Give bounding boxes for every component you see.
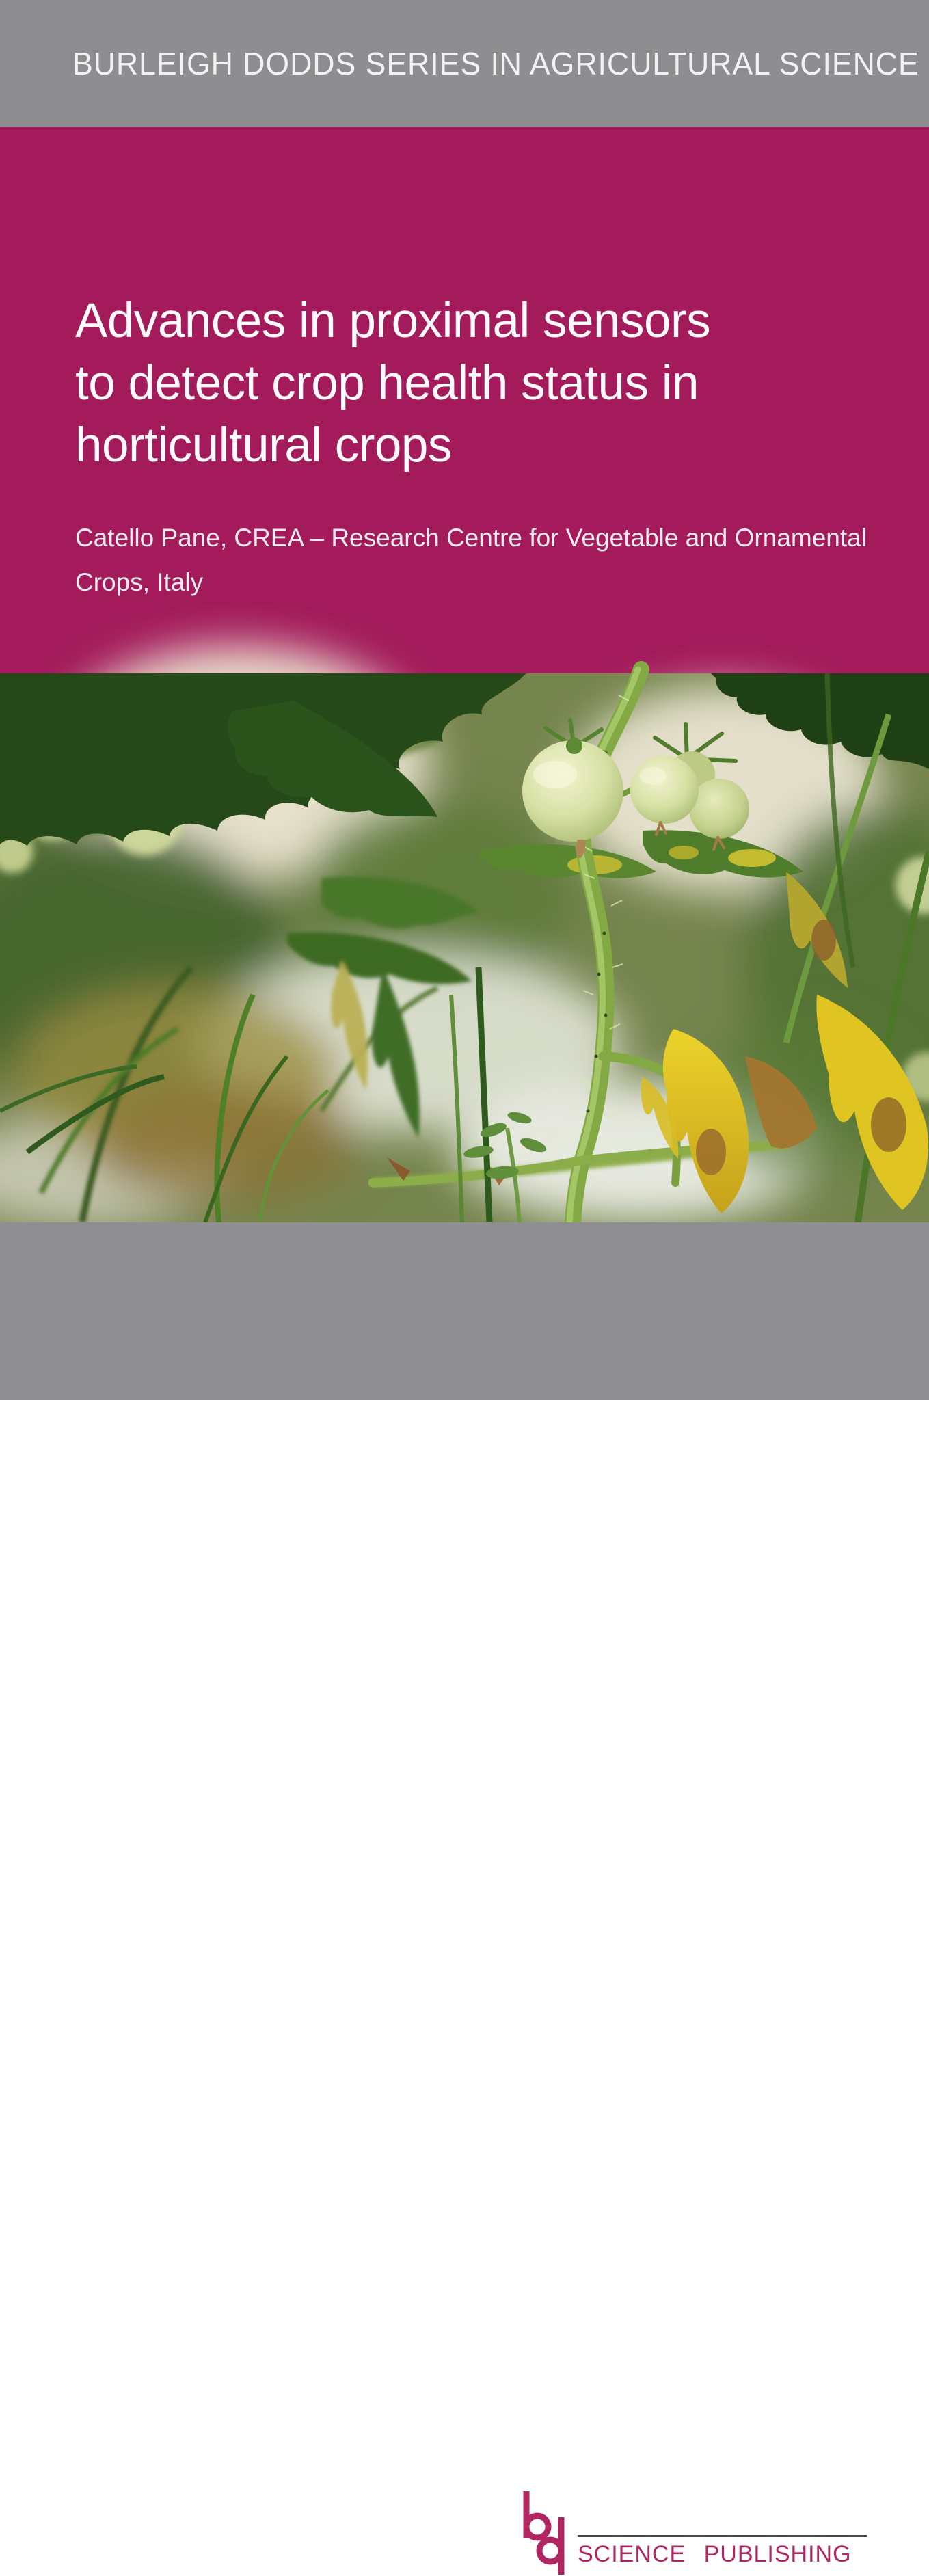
series-banner-text: BURLEIGH DODDS SERIES IN AGRICULTURAL SCIENCE (72, 46, 919, 81)
author-line: Catello Pane, CREA – Research Centre for Vegetable and Ornamental (75, 524, 867, 552)
publisher-logo (522, 2490, 867, 2576)
publisher-tagline: SCIENCE PUBLISHING (578, 2540, 852, 2567)
logo-divider (578, 2535, 867, 2537)
author-line: Crops, Italy (75, 568, 204, 596)
publisher-logo-text (578, 2491, 867, 2576)
tomato-plant-illustration (0, 673, 929, 1222)
series-banner (0, 0, 929, 127)
book-title-line: horticultural crops (75, 418, 452, 472)
book-title-line: to detect crop health status in (75, 356, 699, 410)
title-panel (0, 127, 929, 673)
author-affiliation (75, 515, 867, 604)
publisher-footer (0, 1222, 929, 2567)
bd-monogram-icon (522, 2490, 567, 2576)
book-title-line: Advances in proximal sensors (75, 294, 711, 348)
publisher-name: burleigh dodds (578, 2489, 843, 2533)
cover-photo (0, 673, 929, 1222)
book-title (75, 290, 710, 477)
